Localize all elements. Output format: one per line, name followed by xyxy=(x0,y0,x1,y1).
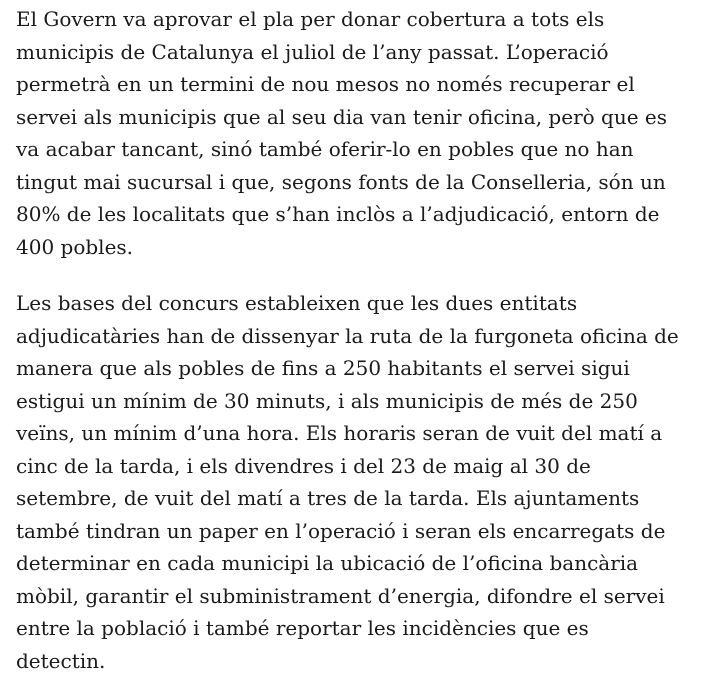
paragraph-line: setembre, de vuit del matí a tres de la tarda. Els ajuntaments xyxy=(16,486,640,510)
paragraph-line: 80% de les localitats que s’han inclòs a l’adjudicació, entorn de xyxy=(16,202,660,226)
paragraph-line: servei als municipis que al seu dia van tenir oficina, però que es xyxy=(16,104,668,129)
paragraph-line: mòbil, garantir el subministrament d’energia, difondre el servei xyxy=(16,583,665,608)
paragraph-line: El Govern va aprovar el pla per donar cobertura a tots els xyxy=(16,7,605,31)
paragraph-line: determinar en cada municipi la ubicació de l’oficina bancària xyxy=(16,551,639,575)
paragraph-line: estigui un mínim de 30 minuts, i als municipis de més de 250 xyxy=(16,388,638,413)
paragraph-line: veïns, un mínim d’una hora. Els horaris seran de vuit del matí a xyxy=(16,421,663,445)
paragraph-line: Les bases del concurs estableixen que les dues entitats xyxy=(16,291,578,315)
paragraph-line: tingut mai sucursal i que, segons fonts de la Conselleria, són un xyxy=(16,169,666,194)
paragraph-line: va acabar tancant, sinó també oferir-lo en pobles que no han xyxy=(16,137,634,161)
paragraph-line: també tindran un paper en l’operació i seran els encarregats de xyxy=(16,518,666,543)
paragraph-2 xyxy=(16,287,679,677)
paragraph-line: 400 pobles. xyxy=(16,234,134,259)
paragraph-line: adjudicatàries han de dissenyar la ruta de la furgoneta oficina de xyxy=(16,323,679,348)
paragraph-line: cinc de la tarda, i els divendres i del 23 de maig al 30 de xyxy=(16,453,591,478)
paragraph-1 xyxy=(16,3,667,263)
paragraph-line: municipis de Catalunya el juliol de l’any passat. L’operació xyxy=(16,39,609,64)
paragraph-line: manera que als pobles de fins a 250 habitants el servei sigui xyxy=(16,356,630,380)
paragraph-line: entre la població i també reportar les incidències que es xyxy=(16,616,589,640)
paragraph-line: permetrà en un termini de nou mesos no només recuperar el xyxy=(16,72,635,96)
paragraph-line: detectin. xyxy=(16,648,106,673)
